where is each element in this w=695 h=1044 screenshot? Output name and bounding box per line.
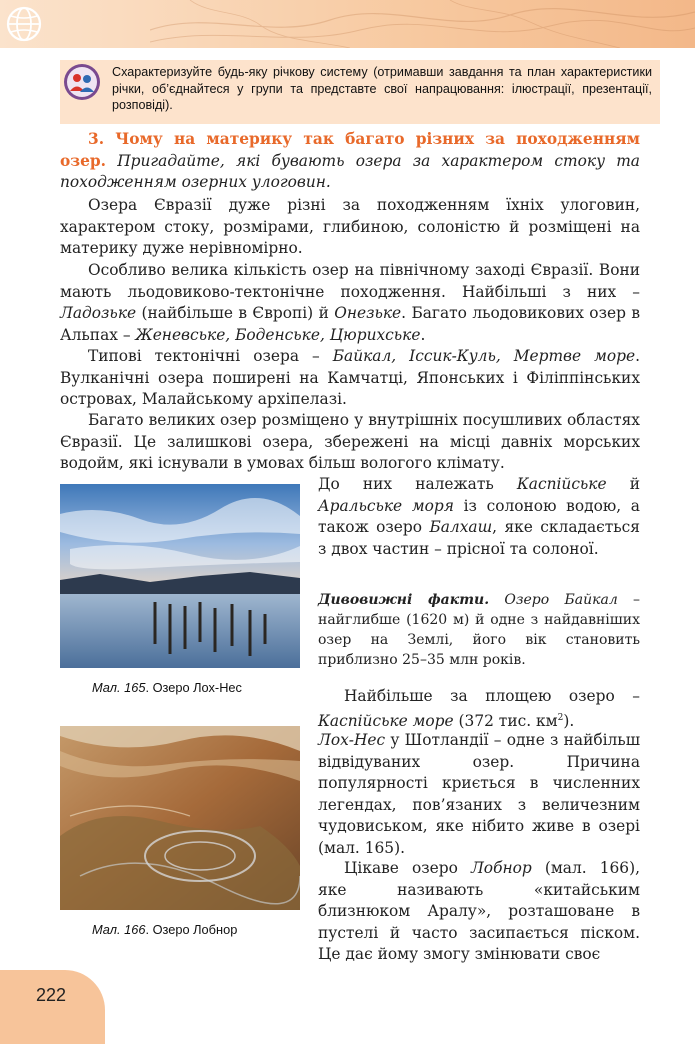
figure-166-photo <box>60 726 300 910</box>
paragraph-6: Лох-Нес у Шотландії – одне з найбільш відвідуваних озер. Причина популярності криється в численних легендах, пов’язаних з величезним чудовиськом, яке нібито живе в озері (мал. 165). <box>318 731 640 857</box>
paragraph-7: Цікаве озеро Лобнор (мал. 166), яке називають «китайським близнюком Аралу», розташоване в пустелі й часто засипається піском. Це дає йому змогу змінювати своє <box>318 859 640 964</box>
figure-166-caption: Мал. 166. Озеро Лобнор <box>92 922 238 937</box>
figure-165-photo <box>60 484 300 668</box>
page-number-tab <box>0 970 105 1044</box>
figure-165-caption: Мал. 165. Озеро Лох-Нес <box>92 680 242 695</box>
paragraph-2: Особливо велика кількість озер на північному заході Євразії. Вони мають льодовиково-тектонічне походження. Найбільші з них – Ладозьке (найбільше в Європі) й Онезьке. Багато льодовикових озер в Альпах – Женевське, Боденське, Цюрихське. <box>60 261 640 344</box>
paragraph-1: Озера Євразії дуже різні за походженням їхніх улоговин, характером стоку, розмірами, глибиною, солоністю й розміщені на материку дуже нерівномірно. <box>60 196 640 258</box>
page-number: 222 <box>36 985 67 1005</box>
group-work-icon <box>62 62 102 102</box>
task-text: Схарактеризуйте будь-яку річкову систему (отримавши завдання та план характеристики річки, об’єднайтеся у групи та представте свої напрацювання: ілюстрації, презентації, розповіді). <box>112 65 652 113</box>
paragraph-4: Багато великих озер розміщено у внутрішніх посушливих областях Євразії. Це залишкові озера, збережені на місці давніх морських водойм, які існували в умовах більш вологого клімату. <box>60 411 640 473</box>
section-heading-block <box>60 129 640 194</box>
top-banner <box>0 0 695 48</box>
paragraph-4-continued: До них належать Каспійське й Аральське моря із солоною водою, а також озеро Балхаш, яке складається з двох частин – прісної та солоної. <box>318 475 640 558</box>
amazing-facts-note: Дивовижні факти. Озеро Байкал – найглибше (1620 м) й одне з найдавніших озер на Землі, його вік становить приблизно 25–35 млн років. <box>318 592 641 668</box>
section-question: Пригадайте, які бувають озера за характером стоку та походженням озерних улоговин. <box>60 151 640 192</box>
paragraph-5: Найбільше за площею озеро – Каспійське море (372 тис. $км^2$). <box>318 687 640 730</box>
paragraph-3: Типові тектонічні озера – Байкал, Іссик-Куль, Мертве море. Вулканічні озера поширені на Камчатці, Японських і Філіппінських островах, Малайському архіпелазі. <box>60 347 640 409</box>
facts-title: Дивовижні факти. <box>318 592 490 608</box>
map-pattern-decoration <box>150 0 695 48</box>
globe-icon <box>6 6 42 42</box>
section-heading: 3. Чому на материку так багато різних за походженням озер. <box>60 130 640 170</box>
